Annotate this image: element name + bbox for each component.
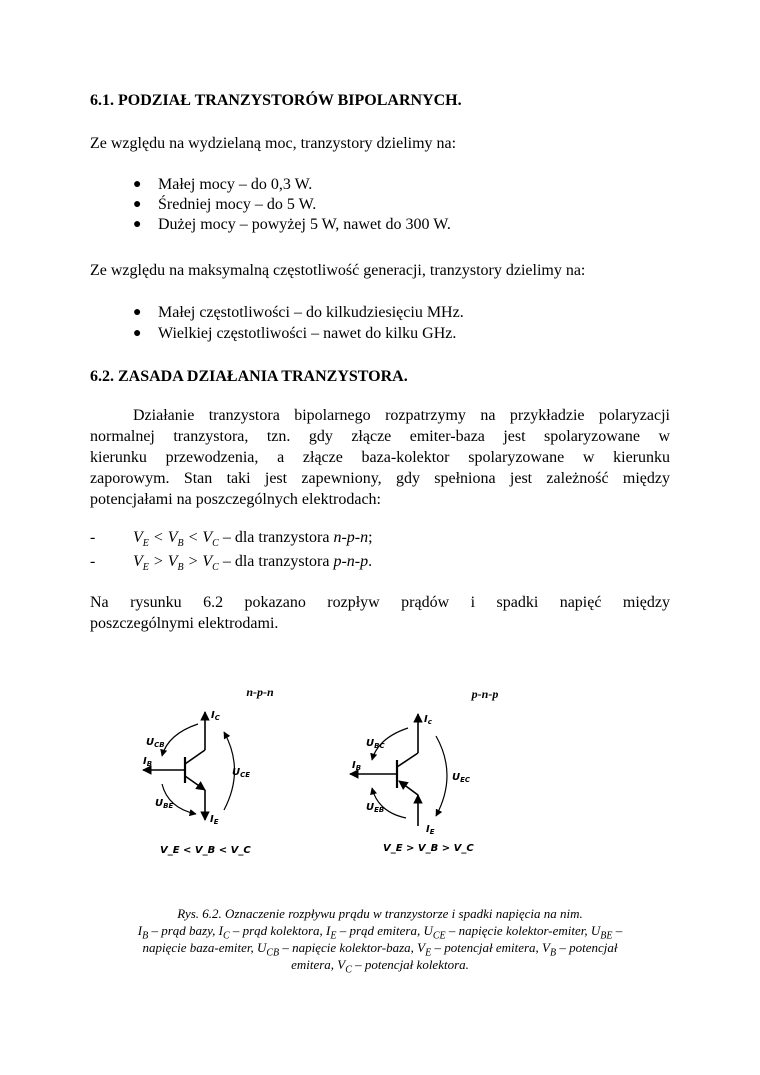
list-item <box>133 175 533 195</box>
npn-title: n-p-n <box>246 685 274 699</box>
pnp-uec-arrow <box>436 736 447 816</box>
condition-end: . <box>368 553 373 570</box>
section-heading-6-2: 6.2. ZASADA DZIAŁANIA TRANZYSTORA. <box>90 368 408 385</box>
pnp-transistor-symbol <box>350 714 447 826</box>
npn-ube-label: $U_{BE}$ <box>155 798 174 810</box>
conditions-list <box>90 527 610 575</box>
paragraph-line: Na rysunku 6.2 pokazano rozpływ prądów i spadki napięć między <box>90 594 670 611</box>
bullet: ● <box>133 217 142 232</box>
npn-ucb-label: $U_{CB}$ <box>146 737 165 749</box>
condition-npn <box>90 527 610 551</box>
dash: - <box>90 529 96 546</box>
npn-ie-label: $I_E$ <box>210 814 219 826</box>
pnp-title: p-n-p <box>471 687 499 701</box>
potential-relation-pnp: $V_E > V_B > V_C$ <box>133 553 219 574</box>
bullet: ● <box>133 177 142 192</box>
condition-end: ; <box>368 529 373 546</box>
figure-reference <box>90 592 670 634</box>
paragraph-line: kierunku przewodzenia, a złącze baza-kolektor spolaryzowane w kierunku <box>90 449 670 466</box>
npn-ib-label: $I_B$ <box>143 756 153 768</box>
condition-text: – dla tranzystora <box>218 529 334 546</box>
pnp-ic-label: $I_c$ <box>424 714 432 726</box>
condition-text: – dla tranzystora <box>218 553 334 570</box>
freq-intro: Ze względu na maksymalną częstotliwość generacji, tranzystory dzielimy na: <box>90 262 586 279</box>
pnp-ie-label: $I_E$ <box>426 824 435 836</box>
transistor-type-pnp: p-n-p <box>333 553 369 570</box>
list-item-text: Małej mocy – do 0,3 W. <box>158 176 313 193</box>
pnp-ubc-label: $U_{BC}$ <box>366 738 385 750</box>
pnp-emitter-arrow <box>399 781 418 795</box>
list-item-text: Wielkiej częstotliwości – nawet do kilku GHz. <box>158 325 457 342</box>
transistor-figure <box>0 660 760 870</box>
npn-ucb-arrow <box>162 724 198 756</box>
list-item-text: Średniej mocy – do 5 W. <box>158 196 317 213</box>
pnp-uec-label: $U_{EC}$ <box>452 772 471 784</box>
paragraph-line: normalnej tranzystora, tzn. gdy złącze emiter-baza jest spolaryzowane w <box>90 428 670 445</box>
caption-line: $I_B$ – prąd bazy, $I_C$ – prąd kolektora, $I_E$ – prąd emitera, $U_{CE}$ – napięcie kolektor-emiter, $U_{BE}$ – <box>137 923 623 942</box>
dash: - <box>90 553 96 570</box>
bullet: ● <box>133 305 142 320</box>
condition-pnp <box>90 551 610 575</box>
bullet: ● <box>133 197 142 212</box>
list-item-text: Dużej mocy – powyżej 5 W, nawet do 300 W. <box>158 216 451 233</box>
caption-line: Rys. 6.2. Oznaczenie rozpływu prądu w tranzystorze i spadki napięcia na nim. <box>177 906 583 921</box>
principle-paragraph <box>90 405 670 510</box>
pnp-collector-lead <box>397 753 418 767</box>
list-item <box>133 195 533 215</box>
pnp-ib-label: $I_B$ <box>352 760 362 772</box>
caption-line: emitera, $V_C$ – potencjał kolektora. <box>291 957 469 976</box>
paragraph-line: Działanie tranzystora bipolarnego rozpatrzymy na przykładzie polaryzacji <box>133 407 670 424</box>
pnp-ueb-label: $U_{EB}$ <box>366 802 385 814</box>
list-item <box>133 324 533 344</box>
pnp-potential-relation: V_E > V_B > V_C <box>383 843 474 854</box>
section-heading-6-1: 6.1. PODZIAŁ TRANZYSTORÓW BIPOLARNYCH. <box>90 92 462 109</box>
npn-ic-label: $I_C$ <box>211 710 220 722</box>
npn-collector-lead <box>185 750 205 764</box>
caption-line: napięcie baza-emiter, $U_{CB}$ – napięcie kolektor-baza, $V_E$ – potencjał emitera, $V_B$ – potencjał <box>142 940 618 959</box>
paragraph-line: zaporowym. Stan taki jest zapewniony, gdy spełniona jest zależność między <box>90 470 670 487</box>
list-item-text: Małej częstotliwości – do kilkudziesięciu MHz. <box>158 304 464 321</box>
npn-potential-relation: V_E < V_B < V_C <box>160 845 251 856</box>
bullet: ● <box>133 326 142 341</box>
figure-caption <box>70 905 690 976</box>
transistor-type-npn: n-p-n <box>333 529 369 546</box>
list-item <box>133 303 533 323</box>
paragraph-line: poszczególnymi elektrodami. <box>90 615 279 632</box>
npn-emitter-arrow <box>185 776 205 790</box>
paragraph-line: potencjałami na poszczególnych elektrodach: <box>90 491 381 508</box>
list-item <box>133 215 533 235</box>
power-intro: Ze względu na wydzielaną moc, tranzystory dzielimy na: <box>90 135 457 152</box>
potential-relation-npn: $V_E < V_B < V_C$ <box>133 529 219 550</box>
npn-uce-label: $U_{CE}$ <box>232 767 251 779</box>
